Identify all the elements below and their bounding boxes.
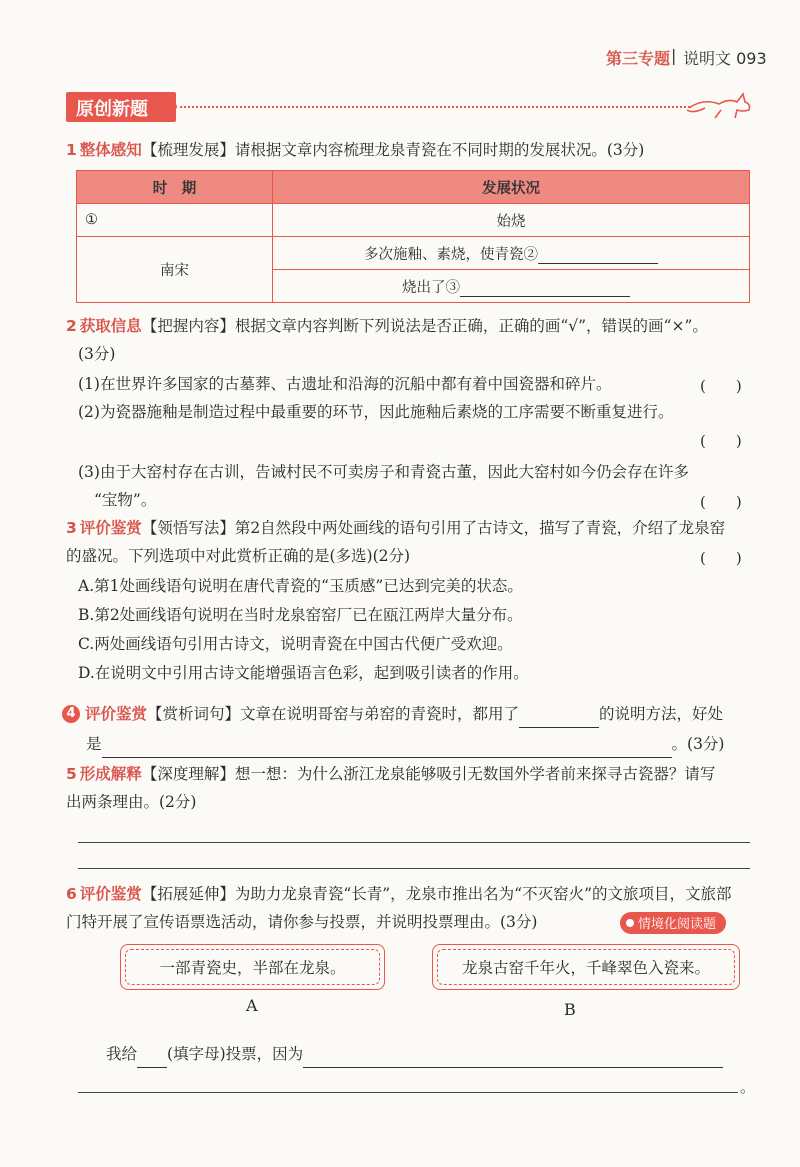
vote-text: 我给 (106, 1045, 138, 1063)
question-4 (82, 700, 762, 728)
question-score: (3分) (78, 345, 116, 363)
answer-line[interactable] (78, 842, 750, 843)
question-number: 5 (66, 765, 77, 783)
cat-icon (685, 88, 755, 122)
answer-parentheses[interactable]: ( ) (700, 432, 742, 450)
status-cell: 始烧 (273, 204, 750, 237)
question-2 (66, 312, 766, 340)
option-c: C.两处画线语句引用古诗文，说明青瓷在中国古代便广受欢迎。 (78, 635, 513, 653)
question-tag: 评价鉴赏 (79, 885, 142, 903)
answer-blank[interactable] (102, 757, 672, 758)
section-banner: 原创新题 (66, 92, 176, 122)
statement-item: (3)由于大窑村存在古训，告诫村民不可卖房子和青瓷古董，因此大窑村如今仍会存在许多 (78, 463, 689, 481)
question-number: 6 (66, 885, 77, 903)
status-text: 烧出了③ (402, 279, 460, 296)
answer-blank[interactable] (538, 263, 658, 264)
question-text-cont: 的盛况。下列选项中对此赏析正确的是(多选)(2分) (66, 547, 411, 565)
letter-blank[interactable] (137, 1067, 167, 1068)
development-table (76, 170, 750, 303)
option-a: A.第1处画线语句说明在唐代青瓷的“玉质感”已达到完美的状态。 (78, 577, 523, 595)
vote-text: (填字母)投票，因为 (167, 1045, 304, 1063)
question-text-cont: 出两条理由。(2分) (66, 793, 197, 811)
question-text: 是 (86, 735, 102, 753)
statement-item-cont: “宝物”。 (94, 491, 157, 509)
answer-parentheses[interactable]: ( ) (700, 377, 742, 395)
slogan-text-a: 一部青瓷史，半部在龙泉。 (125, 949, 380, 985)
slogan-card-a[interactable] (120, 944, 385, 990)
option-b: B.第2处画线语句说明在当时龙泉窑窑厂已在瓯江两岸大量分布。 (78, 606, 523, 624)
badge-dot-icon (626, 919, 634, 927)
banner-dot (170, 103, 177, 110)
question-number: 3 (66, 519, 77, 537)
banner-dotted-line (180, 106, 690, 108)
question-3 (66, 514, 766, 542)
chapter-label: 第三专题 (606, 49, 671, 68)
q4-number-badge: 4 (62, 705, 80, 723)
question-text: 【把握内容】根据文章内容判断下列说法是否正确，正确的画“√”，错误的画“×”。 (141, 317, 708, 335)
slogan-card-b[interactable] (432, 944, 740, 990)
question-text-cont: 门特开展了宣传语票选活动，请你参与投票，并说明投票理由。(3分) (66, 913, 538, 931)
question-tag: 评价鉴赏 (79, 519, 142, 537)
status-cell (273, 270, 750, 303)
answer-blank[interactable] (519, 727, 599, 728)
status-text: 多次施釉、素烧，使青瓷② (364, 246, 538, 263)
slogan-text-b: 龙泉古窑千年火，千峰翠色入瓷来。 (437, 949, 735, 985)
label-b: B (564, 1000, 576, 1019)
question-tag: 评价鉴赏 (85, 705, 148, 723)
question-text: 【梳理发展】请根据文章内容梳理龙泉青瓷在不同时期的发展状况。(3分) (141, 141, 645, 159)
status-cell (273, 237, 750, 270)
question-number: 1 (66, 141, 77, 159)
question-score: 。(3分) (671, 735, 725, 753)
period-cell: ① (77, 204, 273, 237)
answer-line[interactable] (78, 1092, 738, 1093)
answer-parentheses[interactable]: ( ) (700, 549, 742, 567)
question-4-line2 (86, 730, 746, 758)
question-text: 【拓展延伸】为助力龙泉青瓷“长青”，龙泉市推出名为“不灭窑火”的文旅项目，文旅部 (141, 885, 732, 903)
question-6 (66, 880, 766, 908)
question-text: 【领悟写法】第2自然段中两处画线的语句引用了古诗文，描写了青瓷，介绍了龙泉窑 (141, 519, 726, 537)
page-label: 说明文 093 (683, 49, 767, 68)
reason-blank[interactable] (303, 1067, 723, 1068)
question-5 (66, 760, 766, 788)
label-a: A (246, 996, 258, 1015)
answer-line[interactable] (78, 868, 750, 869)
statement-item: (1)在世界许多国家的古墓葬、古遗址和沿海的沉船中都有着中国瓷器和碎片。 (78, 375, 612, 393)
question-number: 2 (66, 317, 77, 335)
statement-item: (2)为瓷器施釉是制造过程中最重要的环节，因此施釉后素烧的工序需要不断重复进行。 (78, 403, 674, 421)
option-d: D.在说明文中引用古诗文能增强语言色彩，起到吸引读者的作用。 (78, 664, 529, 682)
table-header-status: 发展状况 (273, 171, 750, 204)
question-text: 【赏析词句】文章在说明哥窑与弟窑的青瓷时，都用了 (147, 705, 520, 723)
question-text: 【深度理解】想一想：为什么浙江龙泉能够吸引无数国外学者前来探寻古瓷器？请写 (141, 765, 716, 783)
question-tag: 形成解释 (79, 765, 142, 783)
header-separator: | (671, 46, 677, 65)
end-mark: 。 (740, 1078, 756, 1096)
scenario-badge: 情境化阅读题 (620, 912, 726, 934)
question-tag: 获取信息 (79, 317, 142, 335)
question-tag: 整体感知 (79, 141, 142, 159)
period-cell: 南宋 (77, 237, 273, 303)
answer-parentheses[interactable]: ( ) (700, 493, 742, 511)
question-text: 的说明方法，好处 (599, 705, 724, 723)
vote-line (106, 1040, 756, 1068)
answer-blank[interactable] (460, 296, 630, 297)
question-1 (66, 136, 756, 164)
table-header-period: 时 期 (77, 171, 273, 204)
